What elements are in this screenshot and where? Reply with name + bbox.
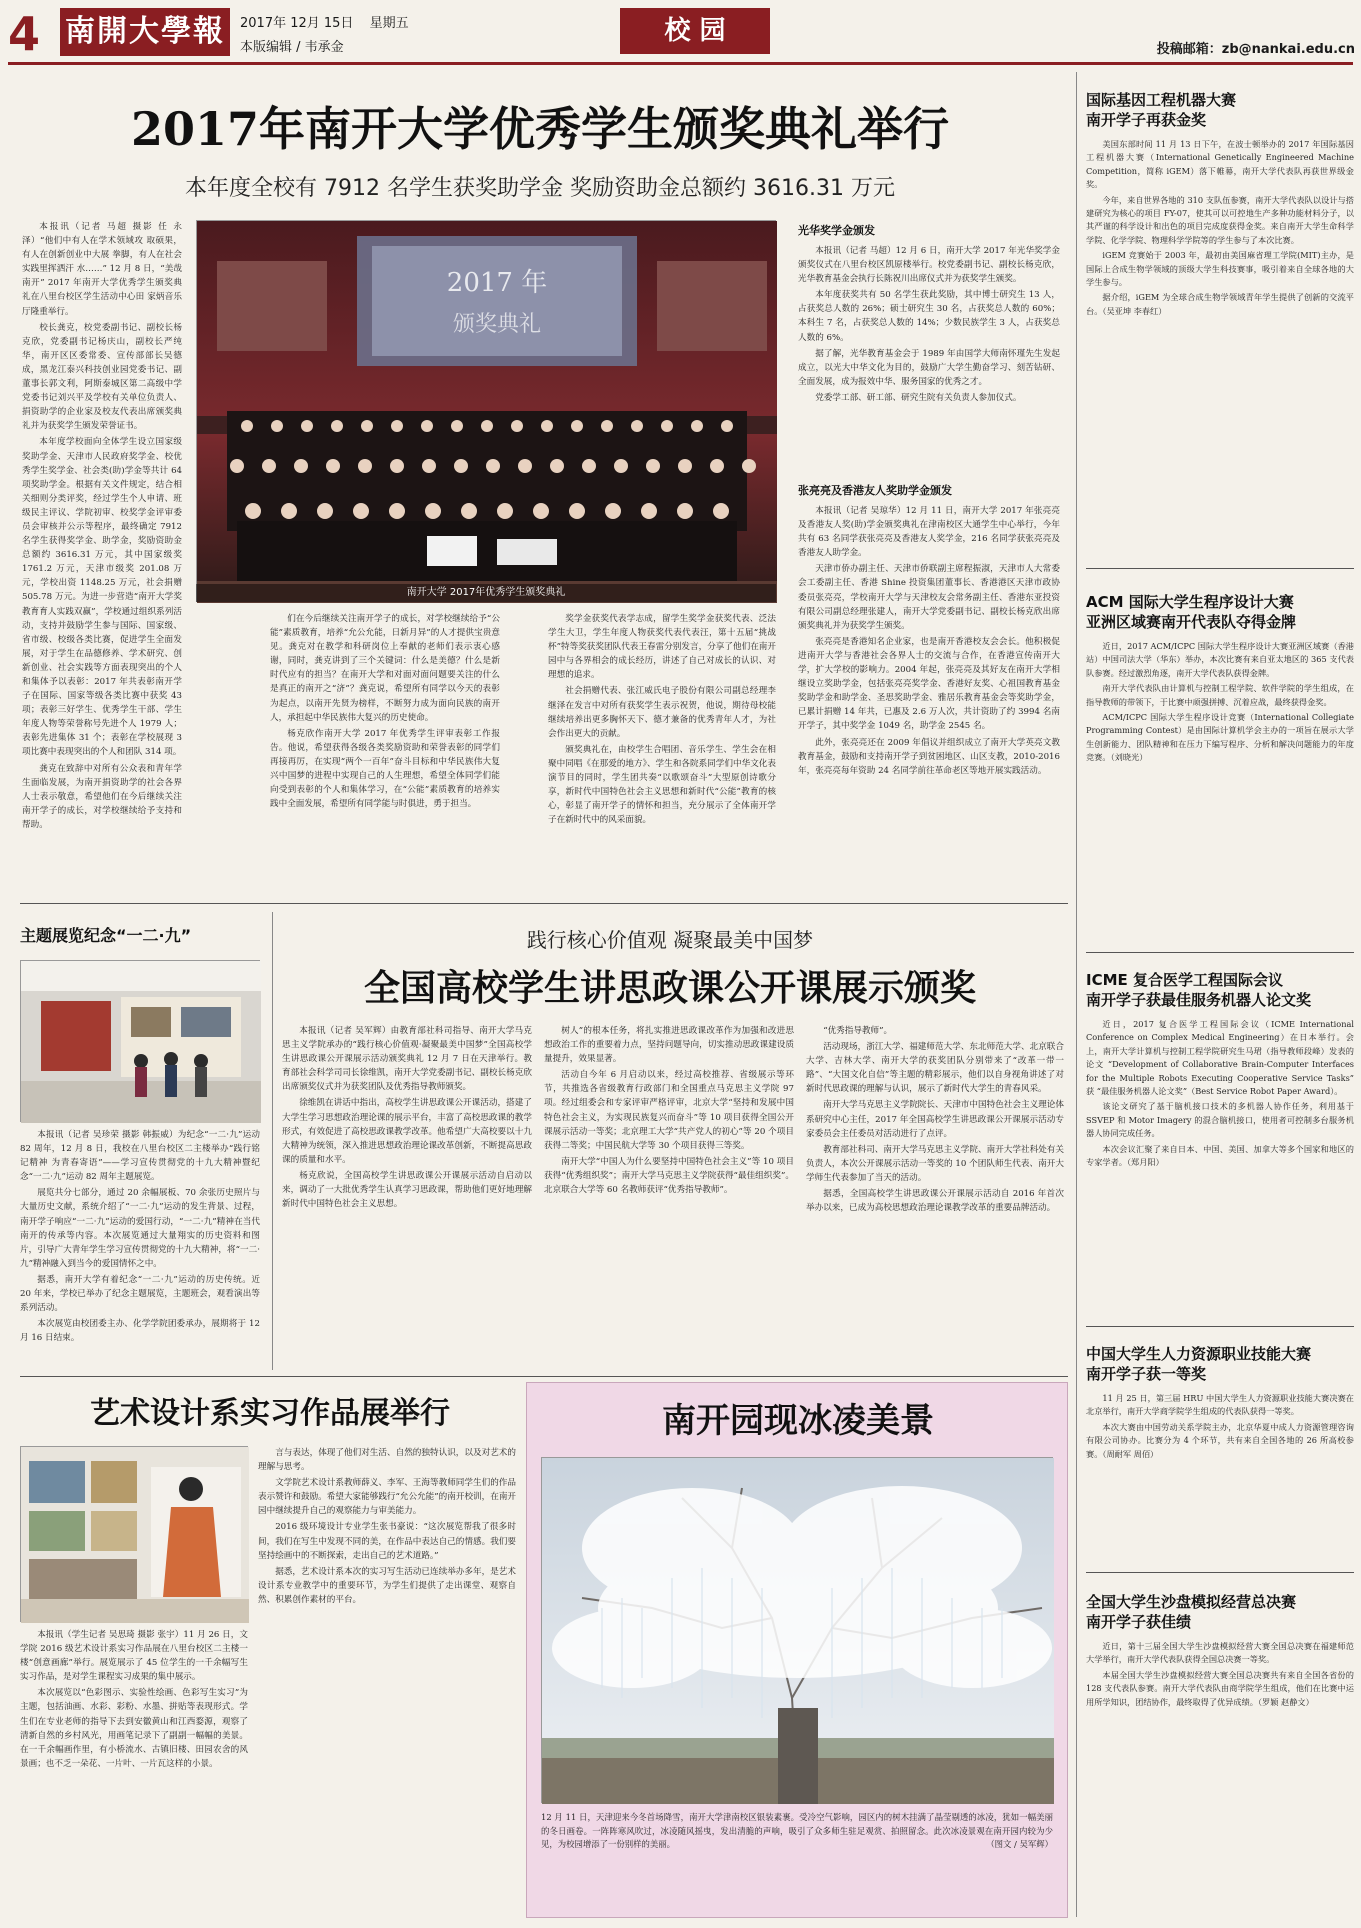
paper-name-logo: 南開大學報: [60, 8, 230, 56]
side-title: [1086, 592, 1354, 634]
side-body: [1086, 1018, 1354, 1318]
paragraph: 本报讯（记者 吴琼华）12 月 11 日，南开大学 2017 年张亮亮及香港友人奖(助)学金颁奖典礼在津南校区大通学生中心举行，今年共有 63 名同学获张亮亮及香港友人奖学金，216 名同学获张亮亮及香港友人助学金。: [798, 506, 1060, 559]
paragraph: 本报讯（记者 马超 摄影 任 永泽）“他们中有人在学术领域攻 取硕果，有人在创新创业中大展 拳脚，有人在社会实践里挥洒汗 水……” 12 月 8 日，“美哉南开” 2017 年南开大学优秀学生颁奖典 礼在八里台校区学生活动中心田 家炳音乐厅隆重举行。: [22, 222, 182, 317]
paragraph: 展览共分七部分，通过 20 余幅展板、70 余张历史照片与大量历史文献，系统介绍了“一二·九”运动的发生背景、过程，南开学子响应“一二·九”运动的爱国行动，“一二·九”精神在当代南开的传承等内容。本次展览通过大量翔实的历史资料和图片，引导广大青年学生学习宣传贯彻党的十九大精神，将“一二·九”精神融入到当今的爱国情怀之中。: [20, 1188, 260, 1269]
paragraph: 校长龚克，校党委副书记、副校长杨克欣，党委副书记杨庆山，副校长严纯华，南开区区委常委、宣传部部长吴德成，黑龙江泰兴科技创业园党委书记、副董事长郭文利，阿斯泰城区第二高级中学党委书记刘兴平及学校有关单位负责人、捐资助学的企业家及校友代表出席颁奖典礼并为获奖学生颁发荣誉证书。: [22, 322, 182, 432]
ice-caption: [541, 1811, 1053, 1911]
exhibit-body: [20, 1128, 260, 1344]
submission-email: 投稿邮箱：zb@nankai.edu.cn: [1156, 42, 1355, 57]
paragraph: 杨克欣说，全国高校学生讲思政课公开课展示活动自启动以来，调动了一大批优秀学生认真学习思政课，帮助他们更好地理解新时代中国特色社会主义思想。: [282, 1170, 532, 1210]
headline-line: 南开学子获最佳服务机器人论文奖: [1086, 991, 1312, 1009]
paragraph: 该论文研究了基于脑机接口技术的多机器人协作任务，利用基于 SSVEP 和 Motor Imagery 的混合脑机接口，使用者可控制多台服务机器人协同完成任务。: [1086, 1101, 1354, 1139]
paragraph: 树人”的根本任务，将扎实推进思政课改革作为加强和改进思想政治工作的重要着力点，坚持问题导向，切实推动思政课建设质量提升，效果显著。: [544, 1026, 794, 1065]
forum-col2: [544, 1024, 794, 1369]
headline-line: 南开学子获佳绩: [1086, 1613, 1192, 1631]
guanghua-heading: 光华奖学金颁发: [798, 224, 875, 237]
masthead: [0, 0, 1361, 66]
lead-col2: [270, 612, 500, 890]
paragraph: 据了解，光华教育基金会于 1989 年由国学大师南怀瑾先生发起成立，以光大中华文化为目的，鼓励广大学生勤奋学习、刻苦钻研、全面发展，成为报效中华、服务国家的优秀之才。: [798, 348, 1060, 387]
side-body: [1086, 1392, 1354, 1562]
forum-col3: [806, 1024, 1064, 1369]
divider: [1086, 952, 1354, 953]
divider: [20, 1376, 1068, 1377]
paragraph: 11 月 25 日，第三届 HRU 中国大学生人力资源职业技能大赛决赛在北京举行，南开大学商学院学生组成的代表队获得一等奖。: [1086, 1393, 1354, 1417]
divider: [1086, 1326, 1354, 1327]
sidebar: [1086, 72, 1354, 1917]
ice-photo: [541, 1457, 1053, 1803]
column-divider: [272, 912, 273, 1370]
section-tab: 校 园: [620, 8, 770, 54]
zhang-heading: 张亮亮及香港友人奖助学金颁发: [798, 484, 952, 497]
forum-col1: [282, 1024, 532, 1369]
paragraph: 本届全国大学生沙盘模拟经营大赛全国总决赛共有来自全国各省份的 128 支代表队参赛。南开大学代表队由商学院学生组成，他们在比赛中运用所学知识，团结协作，最终取得了优异成绩。（罗颖 赵静文）: [1086, 1669, 1354, 1707]
headline-line: 中国大学生人力资源职业技能大赛: [1086, 1345, 1312, 1363]
paragraph: 活动现场，浙江大学、福建师范大学、东北师范大学、北京联合大学、吉林大学、南开大学的获奖团队分别带来了“改革一带一路”、“大国文化自信”等主题的精彩展示，他们以自身视角讲述了对新时代思政课的理解与认识，展示了新时代大学生的青春风采。: [806, 1042, 1064, 1095]
column-divider: [1076, 72, 1077, 1917]
svg-text:颁奖典礼: 颁奖典礼: [452, 312, 542, 337]
paragraph: 龚克在致辞中对所有公众表和青年学生面临发展，为南开捐资助学的社会各界人士表示敬意，希望他们在今后继续关注南开学子的成长，对学校继续给予支持和帮助。: [22, 763, 182, 830]
divider: [1086, 568, 1354, 569]
side-body: [1086, 640, 1354, 940]
ice-panel: [526, 1382, 1068, 1918]
paragraph: 本年度学校面向全体学生设立国家级奖助学金、天津市人民政府奖学金、校优秀学生奖学金、社会类(助)学金等共计 64 项奖助学金。根据有关文件规定，结合相关细则分类评奖，经过学生个人申请、班级民主评议、学院初审、校奖学金评审委员会审核并公示等程序，最终确定 7912 名学生获得奖学金、助学金，奖励资助金总额约 3616.31 万元，其中国家级奖 1761.2 万元，天津市级奖 201.08 万元，学校出资 1148.25 万元，社会捐赠 505.78 万元。为进一步营造“南开大学奖教育育人实践双赢”，学校通过组织系列活动，支持并鼓励学生参与国际、国家级、省市级、校级各类比赛，促进学生全面发展，对于学生在品德修养、学术研究、创新创业、社会实践等方面表现突出的个人和集体予以表彰：2017 年共表彰南开学子在国际、国家等级各类比赛中获奖 43 项；表彰三好学生、优秀学生干部、学生年度人物等荣誉称号先进个人 1979 人；表彰先进集体 31 个；表彰在学校展现 3 项比赛中表现突出的个人和团队 314 项。: [22, 437, 182, 758]
paragraph: 近日，2017 复合医学工程国际会议（ICME International Conference on Complex Medical Engineering）在日本举行。会上，南开大学计算机与控制工程学院研究生马珺（指导教师段峰）发表的论文 “Development of Collaborative Brain-Computer Interfaces for the Multiple Robots Executing Cooperative Service Tasks” 获 “最佳服务机器人论文奖”（Best Service Robot Paper Award）。: [1086, 1019, 1354, 1097]
zhang-body: [798, 504, 1060, 890]
headline-line: 国际基因工程机器大赛: [1086, 91, 1237, 109]
paragraph: 南开大学“中国人为什么要坚持中国特色社会主义”等 10 项目获得“优秀组织奖”；南开大学马克思主义学院获得“最佳组织奖”。北京联合大学等 60 名教师获评“优秀指导教师”。: [544, 1156, 794, 1196]
paragraph: ACM/ICPC 国际大学生程序设计竞赛（International Collegiate Programming Contest）是由国际计算机学会主办的一项旨在展示大学生创新能力、团队精神和在压力下编写程序、分析和解决问题能力的年度竞赛。（刘晓光）: [1086, 712, 1354, 763]
art-photo: [20, 1446, 248, 1622]
headline-line: 亚洲区域赛南开代表队夺得金牌: [1086, 613, 1297, 631]
side-body: [1086, 1640, 1354, 1910]
paragraph: 徐维凯在讲话中指出，高校学生讲思政课公开课活动，搭建了大学生学习思想政治理论课的展示平台，丰富了高校思政课的教学形式，有效促进了高校思政课教学改革。他希望广大高校要以十九大精神为统领，深入推进思想政治理论课改革创新，不断提高思政课的质量和水平。: [282, 1098, 532, 1165]
paragraph: “优秀指导教师”。: [823, 1026, 893, 1036]
paragraph: 活动自今年 6 月启动以来，经过高校推荐、省级展示等环节，共推选各省级教育行政部门和全国重点马克思主义学院 97 项。经过组委会和专家评审严格评审，北京大学“坚持和发展中国特色社会主义，为实现民族复兴而奋斗”等 10 项目获得全国公开课展示活动一等奖；北京理工大学“共产党人的初心”等 20 个项目获得二等奖；中国民航大学等 30 个项目获得三等奖。: [544, 1070, 794, 1151]
paragraph: 南开大学代表队由计算机与控制工程学院、软件学院的学生组成，在指导教师的带领下，于比赛中顽强拼搏、沉着应战，最终获得金奖。: [1086, 683, 1354, 707]
editor-line: 本版编辑 / 韦承金: [240, 40, 344, 55]
lead-photo-caption: 南开大学 2017年优秀学生颁奖典礼: [196, 584, 776, 602]
paragraph: 们在今后继续关注南开学子的成长，对学校继续给予“公能”素质教育，培养“允公允能，日新月异”的人才提供宝贵意见。龚克对在教学和科研岗位上奉献的老师们表示衷心感谢，同时，龚克讲到了三个关键词：什么是美德？什么是新时代应有的担当？在南开大学和对面对面问题要关注的什么是真正的南开之“济”？龚克说，希望所有同学以今天的表彰为起点，以南开先贤为榜样，不断努力成为面向民族的南开人，承担起中华民族伟大复兴的历史使命。: [270, 614, 500, 723]
lead-col1: [22, 220, 182, 890]
paragraph: 本年度获奖共有 50 名学生获此奖励，其中博士研究生 13 人，占获奖总人数的 26%；硕士研究生 30 名，占获奖总人数的 60%；本科生 7 名，占获奖总人数的 14%；少数民族学生 3 人，占获奖总人数的 6%。: [798, 290, 1060, 343]
lead-col3: [548, 612, 776, 890]
paragraph: iGEM 竞赛始于 2003 年，最初由美国麻省理工学院(MIT)主办，是国际上合成生物学领域的顶级大学生科技赛事，吸引着来自全球各地的大学生参与。: [1086, 250, 1354, 288]
paragraph: 本报讯（记者 马超）12 月 6 日，南开大学 2017 年光华奖学金颁奖仪式在八里台校区凯原楼举行。校党委副书记、副校长杨克欣，光华教育基金会执行长陈祝川出席仪式并为获奖学生颁奖。: [798, 246, 1060, 285]
headline-line: ICME 复合医学工程国际会议: [1086, 971, 1283, 989]
side-body: [1086, 138, 1354, 608]
paragraph: 据悉，全国高校学生讲思政课公开课展示活动自 2016 年首次举办以来，已成为高校思想政治理论课教学改革的重要品牌活动。: [806, 1189, 1064, 1214]
date: 2017年 12月 15日: [240, 16, 354, 31]
paragraph: 张亮亮是香港知名企业家，也是南开香港校友会会长。他积极促进南开大学与香港社会各界人士的交流与合作，在香港宣传南开大学，扩大学校的影响力。2004 年起，张亮亮及其好友在南开大学相继设立奖助学金，包括张亮亮奖学金、香港好友奖、心祖国教育基金奖助学金和助学金、圣思奖助学金、雅居乐教育基金会等奖助学金，已累计捐赠 14 年共，已惠及 2.6 万人次，共计资助了约 3994 名南开学子，其中奖学金 1049 名，助学金 2545 名。: [798, 636, 1060, 732]
paragraph: 此外，张亮亮还在 2009 年倡议并组织成立了南开大学英亮文教教育基金，鼓励和支持南开学子到贫困地区、山区支教，2010-2016 年，张亮亮每年资助 24 名同学前往革命老区等地开展实践活动。: [798, 737, 1060, 776]
lead-headline: 2017年南开大学优秀学生颁奖典礼举行: [130, 102, 950, 156]
exhibit-photo: [20, 960, 260, 1122]
art-col2: [258, 1446, 516, 1918]
guanghua-body: [798, 244, 1060, 474]
paragraph: 近日，2017 ACM/ICPC 国际大学生程序设计大赛亚洲区域赛（香港站）中国司法大学（华东）举办，本次比赛有来自亚太地区的 365 支代表队参赛。经过激烈角逐，南开大学代表队获得金牌。: [1086, 641, 1354, 678]
side-title: [1086, 1344, 1354, 1386]
paragraph: 奖学金获奖代表学志成，留学生奖学金获奖代表、泛法学生大卫，学生年度人物获奖代表代表汪，第十五届“挑战杯”特等奖获奖团队代表王春雷分别发言，分享了他们在南开园中与各界相会的成长经历，讲述了自己对成长的认识、对理想的追求。: [548, 614, 776, 681]
paragraph: 言与表达，体现了他们对生活、自然的独特认识，以及对艺术的理解与思考。: [258, 1448, 516, 1473]
paragraph: 教育部社科司、南开大学马克思主义学院、南开大学社科处有关负责人，本次公开课展示活动一等奖的 10 个团队师生代表、南开大学师生代表参加了当天的活动。: [806, 1144, 1064, 1183]
side-title: [1086, 970, 1354, 1012]
paragraph: 南开大学马克思主义学院院长、天津市中国特色社会主义理论体系研究中心主任，2017 年全国高校学生讲思政课公开课展示活动专家委员会主任委员对活动进行了点评。: [806, 1100, 1064, 1139]
svg-text:2017 年: 2017 年: [446, 268, 548, 298]
caption-credit: （图文 / 吴军辉）: [986, 1839, 1053, 1850]
forum-headline: 全国高校学生讲思政课公开课展示颁奖: [363, 967, 976, 1009]
caption-text: 12 月 11 日，天津迎来今冬首场降雪，南开大学津南校区银装素裹。受冷空气影响，园区内的树木挂满了晶莹剔透的冰凌，犹如一幅美丽的冬日画卷。一阵阵寒风吹过，冰凌随风摇曳，发出清脆的声响，吸引了众多师生驻足观赏、拍照留念。此次冰凌景观在南开园内较为少见，为校园增添了一份别样的美丽。: [541, 1812, 1053, 1850]
issue-date: [240, 12, 460, 32]
art-col1: [20, 1628, 248, 1918]
lead-subheadline: 本年度全校有 7912 名学生获奖助学金 奖励资助金总额约 3616.31 万元: [185, 176, 895, 201]
paragraph: 杨克欣作南开大学 2017 年优秀学生评审表彰工作报告。他说，希望获得各级各类奖励资助和荣誉表彰的同学们再接再厉，在实现“两个一百年”奋斗目标和中华民族伟大复兴中国梦的进程中实现自己的人生理想，希望全体同学们能向受到表彰的个人和集体学习，在“公能”素质教育的培养实践中全面发展，希望所有同学能与时俱进，勇于担当。: [270, 728, 500, 810]
page-number: 4: [8, 7, 41, 61]
headline-line: ACM 国际大学生程序设计大赛: [1086, 593, 1294, 611]
side-title: [1086, 90, 1354, 132]
paragraph: 据悉，艺术设计系本次的实习写生活动已连续举办多年，是艺术设计系专业教学中的重要环节，为学生们提供了走出课堂、观察自然、积累创作素材的平台。: [258, 1566, 516, 1605]
ice-headline: 南开园现冰凌美景: [662, 1401, 934, 1441]
paragraph: 2016 级环境设计专业学生张书豪说：“这次展览帮我了很多时间，我们在写生中发现不同的美，在作品中表达自己的情感。我们要坚持绘画中的不断探索，走出自己的艺术道路。”: [258, 1522, 516, 1561]
paragraph: 天津市侨办副主任、天津市侨联副主席程振淑，天津市人大常委会工委副主任、香港 Shine 投资集团董事长、香港港区天津市政协委员张亮亮，学校南开大学与天津校友会常务副主任、香港东亚投资有限公司副总经理张建人，南开大学党委副书记、副校长杨克欣出席颁奖典礼并为获奖学生颁奖。: [798, 564, 1060, 631]
paragraph: 据悉，南开大学有着纪念“一二·九”运动的历史传统。近 20 年来，学校已举办了纪念主题展览，主题班会，观看演出等系列活动。: [20, 1274, 260, 1314]
paragraph: 本次展览由校团委主办、化学学院团委承办，展期将于 12 月 16 日结束。: [20, 1319, 260, 1344]
paragraph: 本报讯（学生记者 吴思琦 摄影 张宇）11 月 26 日，文学院 2016 级艺术设计系实习作品展在八里台校区二主楼一楼“创意画廊”举行。展览展示了 45 位学生的一千余幅写生实习作品，是对学生课程实习成果的集中展示。: [20, 1630, 248, 1683]
paragraph: 颁奖典礼在，由校学生合唱团、音乐学生、学生会在相聚中同唱《在那爱的地方》、学生和各院系同学们中华文化表演节目的同时，学生团共奏“以歌颂奋斗”大型原创诗歌分享，新时代中国特色社会主义思想和新时代“公能”教育的核心，彰显了南开学子的情怀和担当，充分展示了全体南开学子在新时代中的风采面貌。: [548, 744, 776, 826]
paragraph: 党委学工部、研工部、研究生院有关负责人参加仪式。: [815, 392, 1022, 403]
paragraph: 本报讯（记者 吴珍荣 摄影 韩振威）为纪念“一二·九”运动 82 周年，12 月 8 日，我校在八里台校区二主楼举办“践行铭记精神 为青春寄语”——学习宣传贯彻党的十九大精神暨纪念“一二·九”运动 82 周年主题展览。: [20, 1130, 260, 1183]
headline-line: 南开学子再获金奖: [1086, 111, 1207, 129]
paragraph: 美国东部时间 11 月 13 日下午，在波士顿举办的 2017 年国际基因工程机器大赛（International Genetically Engineered Machine Competition，简称 iGEM）落下帷幕，南开大学代表队再获世界级金奖。: [1086, 139, 1354, 190]
paragraph: 本次展览以“色彩图示、实验性绘画、色彩写生实习”为主题，包括油画、水彩、彩粉、水墨、拼贴等表现形式。学生们在专业老师的指导下去到安徽黄山和江西婺源，观察了清新自然的乡村风光，用画笔记录下了副副一幅幅的美景。在一千余幅画作里，有小桥流水、古镇旧楼、田园农舍的风景画；也不乏一朵花、一片叶、一片瓦这样的小景。: [20, 1688, 248, 1769]
paragraph: 近日，第十三届全国大学生沙盘模拟经营大赛全国总决赛在福建师范大学举行，南开大学代表队获得全国总决赛一等奖。: [1086, 1641, 1354, 1665]
paragraph: 据介绍，iGEM 为全球合成生物学领域青年学生提供了创新的交流平台。（吴亚坤 李春红）: [1086, 292, 1354, 316]
paragraph: 文学院艺术设计系教师薛义、李军、王海等教师同学生们的作品表示赞许和鼓励。希望大家能够践行“允公允能”的南开校训，在南开园中继续提升自己的观察能力与审美能力。: [258, 1478, 517, 1517]
exhibit-title: 主题展览纪念“一二·九”: [20, 926, 192, 945]
headline-line: 南开学子获一等奖: [1086, 1365, 1207, 1383]
forum-kicker: 践行核心价值观 凝聚最美中国梦: [526, 928, 814, 952]
divider: [20, 903, 1068, 904]
headline-line: 全国大学生沙盘模拟经营总决赛: [1086, 1593, 1297, 1611]
paragraph: 社会捐赠代表、张江威氏电子股份有限公司副总经理李继泽在发言中对所有获奖学生表示祝贺，他说，期待母校能继续培养出更多胸怀天下、德才兼备的优秀青年人才，为社会作出更大的贡献。: [548, 686, 776, 739]
side-title: [1086, 1592, 1354, 1634]
paragraph: 本次会议汇聚了来自日本、中国、美国、加拿大等多个国家和地区的专家学者。（郑月阳）: [1086, 1143, 1354, 1168]
ceremony-photo: [196, 220, 776, 602]
paragraph: 本次大赛由中国劳动关系学院主办，北京华夏中成人力资源管理咨询有限公司协办。比赛分为 4 个环节，共有来自全国各地的 26 所高校参赛。（周耐军 周佰）: [1086, 1421, 1354, 1459]
weekday: 星期五: [369, 16, 409, 31]
masthead-rule: [8, 62, 1353, 65]
paragraph: 本报讯（记者 吴军辉）由教育部社科司指导、南开大学马克思主义学院承办的“践行核心价值观·凝聚最美中国梦”全国高校学生讲思政课公开课展示活动颁奖典礼 12 月 7 日在天津举行。教育部社会科学司司长徐维凯，南开大学党委副书记、副校长杨克欣出席颁奖仪式并为获奖团队及优秀指导教师颁奖。: [282, 1026, 532, 1093]
paragraph: 今年，来自世界各地的 310 支队伍参赛，南开大学代表队以设计与搭建研究为核心的项目 FY-07，使其可以可控地生产多种功能材料分子，以其严谨的科学设计和出色的项目完成度获得金奖。来自南开大学生命科学学院、化学学院、物理科学学院等的学生参与了本次比赛。: [1086, 194, 1354, 245]
art-headline: 艺术设计系实习作品展举行: [90, 1396, 450, 1431]
divider: [1086, 1572, 1354, 1573]
